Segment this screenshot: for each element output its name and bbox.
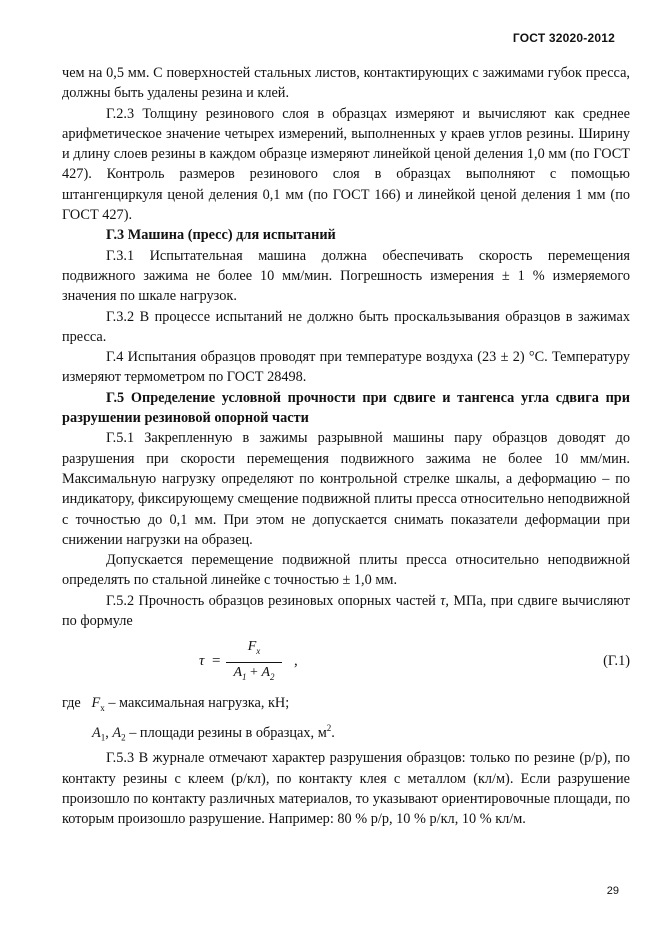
where-sep: , [105,725,113,742]
where-a2: A [112,725,122,742]
numerator-symbol: F [247,639,257,655]
formula-denominator [226,663,282,687]
heading-g5: Г.5 Определение условной прочности при сдвиге и тангенса угла сдвига при разрушении резиновой опорной части [62,389,630,427]
formula-equals: = [212,653,221,670]
g5-2-text-b: МПа, при сдвиге вычисляют по формуле [62,592,630,630]
page-number: 29 [606,885,619,897]
where-f-sub: x [100,703,105,714]
heading-g3: Г.3 Машина (пресс) для испытаний [106,227,336,244]
where-f-symbol: F [91,695,101,712]
den-a2: A [261,665,271,681]
paragraph-g5-3: Г.5.3 В журнале отмечают характер разрушения образцов: только по резине (р/р), по контакту резины с клеем (р/кл), по контакту клея с металлом (кл/м). Если разрушение произошло по контакту различных материалов, то указывают ориентировочные площади, по которым произошло разрушение. Например: 80 % р/р, 10 % р/кл, 10 % кл/м. [62,750,630,828]
paragraph-g3-2: Г.3.2 В процессе испытаний не должно быть проскальзывания образцов в зажимах пресса. [62,308,630,345]
where-a-end: . [331,725,335,742]
tau-symbol: τ, [440,592,449,609]
den-a2-sub: 2 [270,671,275,682]
where-a1: A [92,725,101,742]
paragraph-g5-1: Г.5.1 Закрепленную в зажимы разрывной машины пару образцов доводят до разрушения при скорости перемещения подвижного зажима не более 10 мм/мин. Максимальную нагрузку определяют по контрольной стрелке шкалы, а деформацию – по индикатору, фиксирующему смещение подвижной плиты пресса относительно неподвижной с точностью до 0,1 мм. При этом не допускается снимать показатели деформации при снижении нагрузки на образец. [62,430,630,548]
g5-2-text-a: Г.5.2 Прочность образцов резиновых опорных частей [106,592,436,609]
where-a-sup: 2 [326,723,332,734]
where-line-area [62,718,630,748]
paragraph-g4: Г.4 Испытания образцов проводят при температуре воздуха (23 ± 2) °С. Температуру измеряют термометром по ГОСТ 28498. [62,349,630,386]
formula-fraction [226,637,282,687]
paragraph-continuation: чем на 0,5 мм. С поверхностей стальных листов, контактирующих с зажимами губок пресса, должны быть удалены резина и клей. [62,65,630,102]
where-lead: где [62,695,81,712]
formula-lhs: τ [199,653,205,670]
where-f-desc: – максимальная нагрузка, кН; [104,695,290,712]
where-a2-sub: 2 [121,733,126,744]
paragraph-g2-3: Г.2.3 Толщину резинового слоя в образцах измеряют и вычисляют как среднее арифметическое значение четырех измерений, выполненных у краев углов резины. Ширину и длину слоев резины в каждом образце измеряют линейкой ценой деления 1,0 мм (по ГОСТ 427). Контроль размеров резинового слоя в образцах выполняют с помощью штангенциркуля ценой деления 0,1 мм (по ГОСТ 166) и линейкой ценой деления 1 мм (по ГОСТ 427). [62,105,630,224]
numerator-subscript: x [256,646,261,657]
document-code: ГОСТ 32020-2012 [512,31,615,45]
den-a1-sub: 1 [242,671,247,682]
formula-number: (Г.1) [603,653,630,670]
page-body [62,63,630,830]
formula-comma: , [294,653,298,670]
den-plus: + [246,665,262,681]
where-line-force [62,693,630,718]
formula-numerator [226,637,282,663]
where-a-desc: – площади резины в образцах, м [125,725,327,742]
paragraph-g3-1: Г.3.1 Испытательная машина должна обеспечивать скорость перемещения подвижного зажима не более 10 мм/мин. Погрешность измерения ± 1 % измеряемого значения по шкале нагрузок. [62,247,630,305]
den-a1: A [233,665,243,681]
where-a1-sub: 1 [100,733,106,744]
paragraph-note: Допускается перемещение подвижной плиты пресса относительно неподвижной определять по стальной линейке с точностью ± 1,0 мм. [62,552,630,589]
formula-g1 [62,633,630,689]
paragraph-g5-2 [62,591,630,632]
